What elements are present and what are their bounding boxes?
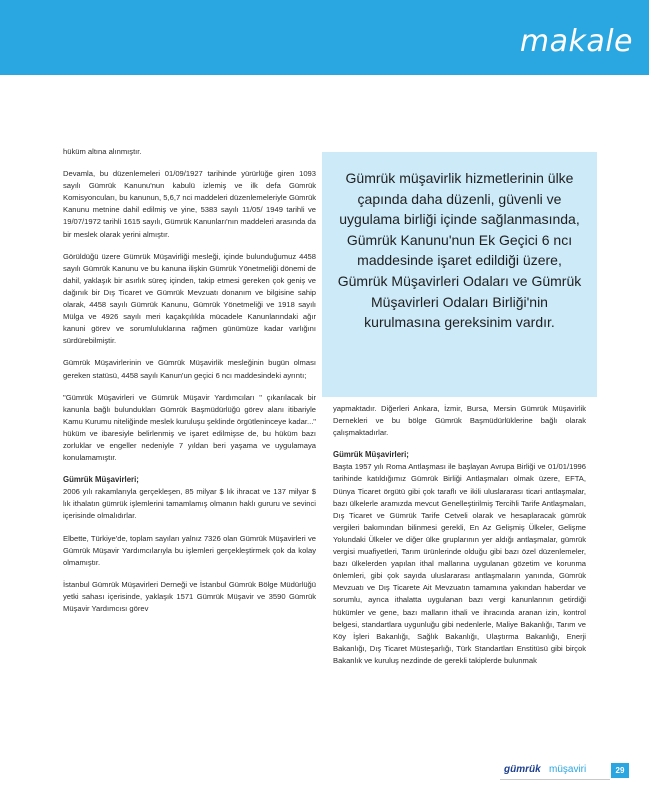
paragraph: yapmaktadır. Diğerleri Ankara, İzmir, Bursa, Mersin Gümrük Müşavirlik Dernekleri ve bu bölge Gümrük Başmüdürlüklerine bağlı olarak çalışmaktadırlar. xyxy=(333,404,586,438)
right-column xyxy=(333,403,586,677)
publication-name: müşaviri xyxy=(549,764,587,775)
paragraph: Başta 1957 yılı Roma Antlaşması ile başlayan Avrupa Birliği ve 01/01/1996 tarihinde katıldığımız Gümrük Birliği Antlaşmaları olmak üzere, EFTA, Dünya Ticaret örgütü gibi çok taraflı ve ikili uluslararası ticari antlaşmalar, bazı ülkelerle aramızda mevcut Genelleştirilmiş Tercihli Tarife Antlaşmaları, Dış Ticaret ve Gümrük Tarife Cetveli olarak ve hesaplaracak gümrük vergileri bakımından bilinmesi gerekli, En Az Gelişmiş Ülkeler, Gelişme Yolundaki Ülkeler ve diğer ülke gruplarının yer aldığı antlaşmalar, gümrük vergisi muafiyetleri, Tarım ürünlerinde olduğu gibi bazı özel düzenlemeler, bazı ülkelerden yapılan ithal mallarına uygulanan gözetim ve korunma önlemleri, gibi çok sayıda uluslararası antlaşmaların yanında, Gümrük Mevzuatı ve Dış Ticarete Ait Mevzuatın tamamına yakından haberdar ve sorumlu, ayrıca ithalatta uygulanan bazı vergi kanunlarının getirdiği hükümler ve gene, bazı malların ithali ve ihracında aranan izin, kontrol belgesi, standartlara uygunluğu gibi nedenlerle, Maliye Bakanlığı, Tarım ve Köy İşleri Bakanlığı, Sağlık Bakanlığı, Ulaştırma Bakanlığı, Enerji Bakanlığı, Dış Ticaret Müsteşarlığı, Türk Standartları Enstitüsü gibi birçok Bakanlık ve kuruluş nezdinde de gerekli takiplerde bulunmak xyxy=(333,462,586,665)
brand-logo: gümrük xyxy=(504,764,541,775)
subheading: Gümrük Müşavirleri; xyxy=(63,475,139,485)
pull-quote-text: Gümrük müşavirlik hizmetlerinin ülke çapında daha düzenli, güvenli ve uygulama birliği içinde sağlanmasında, Gümrük Kanunu'nun Ek Geçici 6 ncı maddesinde işaret edildiği üzere, Gümrük Müşavirleri Odaları ve Gümrük Müşavirleri Odaları Birliği'nin kurulmasına gereksinim vardır. xyxy=(337,170,582,331)
header-band xyxy=(0,0,649,75)
paragraph: Devamla, bu düzenlemeleri 01/09/1927 tarihinde yürürlüğe giren 1093 sayılı Gümrük Kanunu'nun kabulü izlemiş ve ilk defa Gümrük Komisyoncuları, bu kanunun, 5,6,7 nci maddeleri düzenlemeleriyle Gümrük Kanunu metnine dahil edilmiş ve yine, 5383 sayılı 11/05/ 1949 tarihli ve 19/07/1972 tarihli 1615 sayılı, Gümrük Kanunları'nın maddeleri arasında da bir meslek olarak yerini almıştır. xyxy=(63,169,316,239)
page-number: 29 xyxy=(611,763,629,778)
section-title: makale xyxy=(519,24,633,59)
paragraph: Elbette, Türkiye'de, toplam sayıları yalnız 7326 olan Gümrük Müşavirleri ve Gümrük Müşavir Yardımcılarıyla bu işlemleri gerçekleştirmek çok da kolay olmamıştır. xyxy=(63,533,316,567)
pull-quote-box xyxy=(322,152,597,397)
subheading: Gümrük Müşavirleri; xyxy=(333,450,409,460)
paragraph: Gümrük Müşavirlerinin ve Gümrük Müşavirlik mesleğinin bugün olması gereken statüsü, 4458 sayılı Kanun'un geçici 6 ncı maddesindeki ayrıntı; xyxy=(63,358,316,380)
paragraph: 2006 yılı rakamlarıyla gerçekleşen, 85 milyar $ lık ihracat ve 137 milyar $ lık ithalatın gümrük işlemlerini tamamlamış olmanın haklı gururu ve sevinci içerisinde olmalıdırlar. xyxy=(63,487,316,521)
quote-paragraph: "Gümrük Müşavirleri ve Gümrük Müşavir Yardımcıları " çıkarılacak bir kanunla bağlı bulundukları Gümrük Başmüdürlüğü görev alanı itibariyle Kamu Kurumu niteliğinde meslek kuruluşu şeklinde örgütleninceye kadar..." hüküm ve ibaresiyle belirlenmiş ve işaret edilmişse de, bu hüküm bazı zorluklar ve engeller nedeniyle 7 yıldan beri yaşama ve uygulamaya konulamamıştır. xyxy=(63,392,317,463)
paragraph: hüküm altına alınmıştır. xyxy=(63,147,142,156)
footer-divider xyxy=(500,779,610,780)
left-column xyxy=(63,146,316,625)
paragraph: İstanbul Gümrük Müşavirleri Derneği ve İstanbul Gümrük Bölge Müdürlüğü yetki sahası içerisinde, yaklaşık 1571 Gümrük Müşavir ve 3590 Gümrük Müşavir Yardımcısı görev xyxy=(63,579,316,613)
paragraph: Görüldüğü üzere Gümrük Müşavirliği mesleği, içinde bulunduğumuz 4458 sayılı Gümrük Kanunu ve bu kanuna ilişkin Gümrük Yönetmeliği dönemi de dahil, yaklaşık bir asırlık süreç içinden, takip etmesi gereken çok geniş ve dağınık bir Dış Ticaret ve Gümrük Mevzuatı donanım ve bilgisine sahip olarak, 4458 sayılı Gümrük Kanunu, Gümrük Yönetmeliği ve 1918 sayılı Mülga ve 4926 sayılı meri kaçakçılıkla mücadele Kanunlarındaki ağır kanuni görev ve sorumluluklarına rağmen günümüze kadar varlığını sürdürebilmiştir. xyxy=(63,251,316,346)
